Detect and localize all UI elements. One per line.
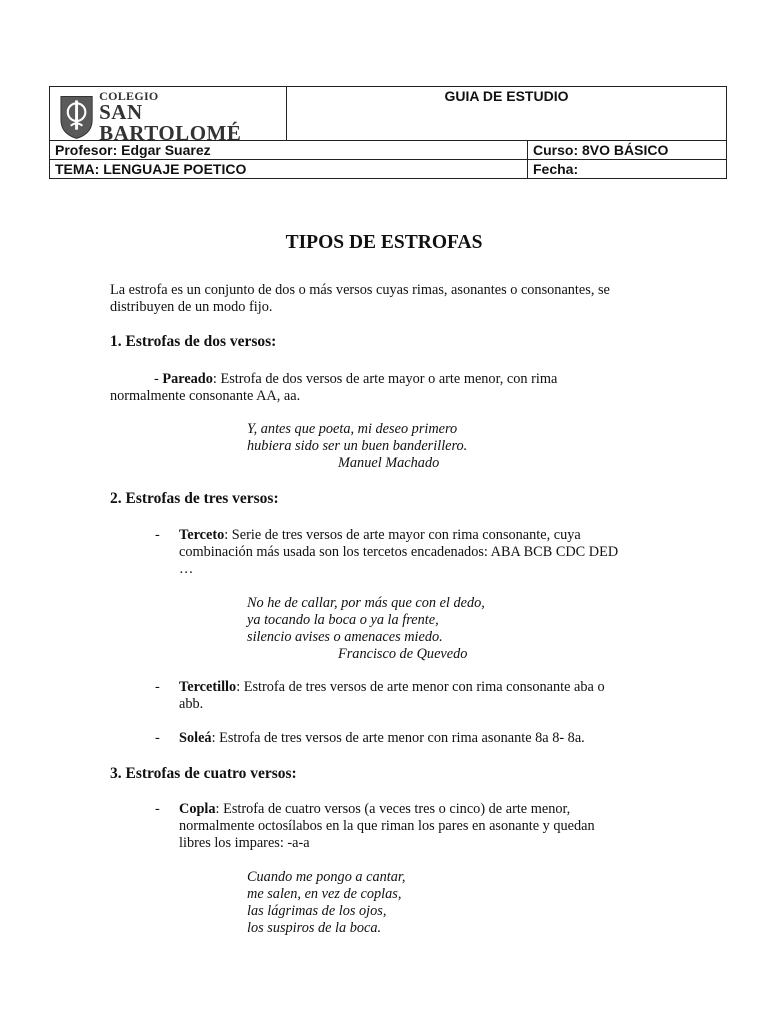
- terceto-text: …: [179, 561, 194, 577]
- pareado-text: normalmente consonante AA, aa.: [110, 388, 301, 404]
- solea-definition: [179, 730, 585, 747]
- intro-line: La estrofa es un conjunto de dos o más versos cuyas rimas, asonantes o consonantes, se: [110, 282, 610, 298]
- section-heading-3: 3. Estrofas de cuatro versos:: [110, 765, 297, 782]
- solea-text: : Estrofa de tres versos de arte menor con rima asonante 8a 8- 8a.: [211, 730, 585, 746]
- section-heading-2: 2. Estrofas de tres versos:: [110, 490, 279, 507]
- solea-term: Soleá: [179, 730, 212, 746]
- crest-icon: [59, 94, 94, 140]
- pareado-dash: -: [154, 371, 163, 387]
- page-title: TIPOS DE ESTROFAS: [285, 232, 483, 253]
- logo-small-text: COLEGIO: [99, 89, 159, 103]
- terceto-poem: [247, 595, 485, 663]
- poem-author: Manuel Machado: [338, 455, 440, 471]
- poem-line: me salen, en vez de coplas,: [247, 886, 402, 902]
- poem-line: las lágrimas de los ojos,: [247, 903, 387, 919]
- bullet-dash: -: [155, 730, 160, 746]
- pareado-text: : Estrofa de dos versos de arte mayor o arte menor, con rima: [212, 371, 558, 387]
- poem-line: los suspiros de la boca.: [247, 920, 382, 936]
- logo-cell: [50, 87, 287, 145]
- poem-author: Francisco de Quevedo: [338, 646, 468, 662]
- tema-field: TEMA: LENGUAJE POETICO: [50, 160, 528, 179]
- bullet-dash: -: [155, 801, 160, 817]
- copla-text: libres los impares: -a-a: [179, 835, 310, 851]
- pareado-definition: [110, 371, 557, 405]
- tercetillo-definition: [179, 679, 605, 713]
- terceto-term: Terceto: [179, 527, 225, 543]
- bullet-dash: -: [155, 679, 160, 695]
- poem-line: silencio avises o amenaces miedo.: [247, 629, 443, 645]
- profesor-field: Profesor: Edgar Suarez: [50, 141, 528, 160]
- copla-definition: [179, 801, 595, 852]
- header-table: [49, 86, 727, 179]
- guide-title: GUIA DE ESTUDIO: [287, 87, 727, 141]
- logo-big-text: SAN BARTOLOMÉ: [99, 100, 242, 145]
- terceto-text: combinación más usada son los tercetos encadenados: ABA BCB CDC DED: [179, 544, 619, 560]
- copla-text: : Estrofa de cuatro versos (a veces tres o cinco) de arte menor,: [215, 801, 571, 817]
- copla-poem: [247, 869, 405, 937]
- poem-line: No he de callar, por más que con el dedo,: [247, 595, 485, 611]
- poem-line: hubiera sido ser un buen banderillero.: [247, 438, 468, 454]
- tercetillo-text: : Estrofa de tres versos de arte menor con rima consonante aba o: [236, 679, 605, 695]
- copla-term: Copla: [179, 801, 216, 817]
- intro-line: distribuyen de un modo fijo.: [110, 299, 273, 315]
- poem-line: ya tocando la boca o ya la frente,: [247, 612, 439, 628]
- terceto-definition: [179, 527, 618, 578]
- fecha-field: Fecha:: [528, 160, 727, 179]
- poem-line: Y, antes que poeta, mi deseo primero: [247, 421, 458, 437]
- intro-paragraph: [110, 282, 610, 316]
- curso-field: Curso: 8VO BÁSICO: [528, 141, 727, 160]
- terceto-text: : Serie de tres versos de arte mayor con rima consonante, cuya: [224, 527, 581, 543]
- pareado-term: Pareado: [162, 371, 213, 387]
- school-logo: [59, 90, 286, 144]
- tercetillo-text: abb.: [179, 696, 204, 712]
- bullet-dash: -: [155, 527, 160, 543]
- poem-line: Cuando me pongo a cantar,: [247, 869, 406, 885]
- copla-text: normalmente octosílabos en la que riman los pares en asonante y quedan: [179, 818, 595, 834]
- tercetillo-term: Tercetillo: [179, 679, 237, 695]
- pareado-poem: [247, 421, 467, 472]
- section-heading-1: 1. Estrofas de dos versos:: [110, 333, 277, 350]
